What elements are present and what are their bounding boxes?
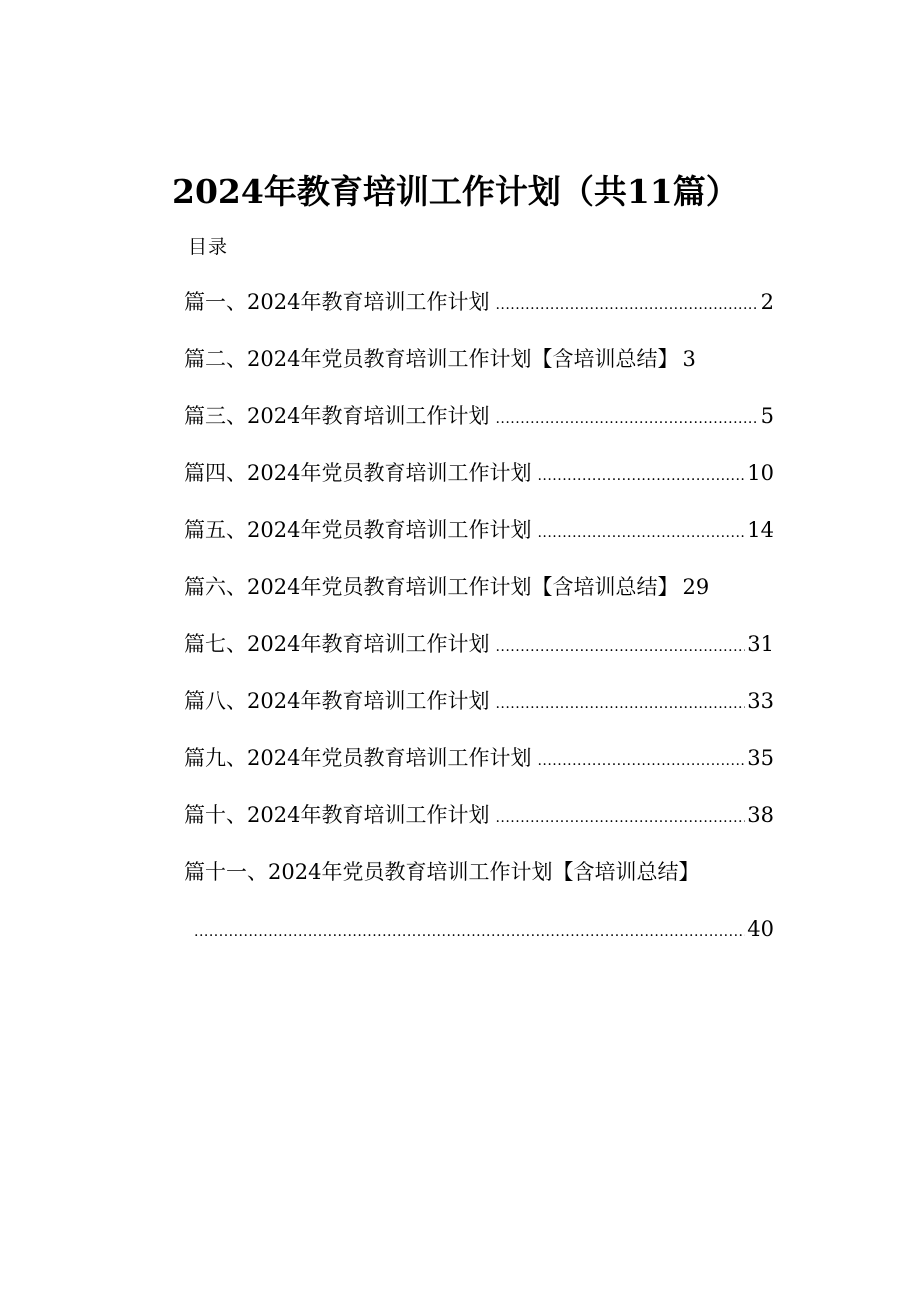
toc-entry-page: 35 bbox=[747, 746, 774, 770]
toc-entry[interactable] bbox=[184, 797, 774, 854]
toc-entry-label: 篇十一、2024年党员教育培训工作计划【含培训总结】 bbox=[184, 860, 700, 884]
toc-entry-page: 3 bbox=[682, 347, 696, 371]
toc-entry[interactable] bbox=[184, 683, 774, 740]
toc-entry[interactable] bbox=[184, 284, 774, 341]
toc-entry-label: 篇一、2024年教育培训工作计划 bbox=[184, 290, 490, 314]
toc-entry-page: 38 bbox=[747, 803, 774, 827]
toc-entry[interactable] bbox=[184, 569, 774, 626]
toc-entry-page: 14 bbox=[747, 518, 774, 542]
toc-entry[interactable] bbox=[184, 740, 774, 797]
toc-entry-label: 篇六、2024年党员教育培训工作计划【含培训总结】 bbox=[184, 575, 679, 599]
toc-dot-leader bbox=[495, 287, 758, 323]
toc-entry-page: 10 bbox=[747, 461, 774, 485]
table-of-contents bbox=[184, 284, 774, 968]
toc-entry-page: 2 bbox=[760, 290, 774, 314]
toc-entry-label: 篇七、2024年教育培训工作计划 bbox=[184, 632, 490, 656]
toc-dot-leader bbox=[537, 458, 745, 494]
toc-entry-label: 篇八、2024年教育培训工作计划 bbox=[184, 689, 490, 713]
toc-entry[interactable] bbox=[184, 854, 774, 968]
toc-entry-label: 篇十、2024年教育培训工作计划 bbox=[184, 803, 490, 827]
toc-entry-page: 33 bbox=[747, 689, 774, 713]
toc-entry-page: 40 bbox=[747, 917, 774, 941]
toc-entry[interactable] bbox=[184, 455, 774, 512]
toc-entry-label: 篇四、2024年党员教育培训工作计划 bbox=[184, 461, 532, 485]
toc-dot-leader bbox=[537, 743, 745, 779]
toc-heading: 目录 bbox=[188, 236, 229, 258]
toc-entry[interactable] bbox=[184, 341, 774, 398]
toc-dot-leader bbox=[537, 515, 745, 551]
toc-entry-page: 5 bbox=[760, 404, 774, 428]
toc-entry-label: 篇五、2024年党员教育培训工作计划 bbox=[184, 518, 532, 542]
toc-entry[interactable] bbox=[184, 626, 774, 683]
toc-entry-label: 篇二、2024年党员教育培训工作计划【含培训总结】 bbox=[184, 347, 679, 371]
toc-entry-page: 29 bbox=[682, 575, 710, 599]
toc-entry-label: 篇三、2024年教育培训工作计划 bbox=[184, 404, 490, 428]
toc-dot-leader bbox=[194, 914, 745, 950]
toc-dot-leader bbox=[495, 401, 758, 437]
toc-entry[interactable] bbox=[184, 398, 774, 455]
toc-dot-leader bbox=[495, 629, 745, 665]
toc-entry-continuation bbox=[184, 911, 774, 968]
toc-dot-leader bbox=[495, 800, 745, 836]
toc-entry-label: 篇九、2024年党员教育培训工作计划 bbox=[184, 746, 532, 770]
document-title: 2024年教育培训工作计划（共11篇） bbox=[172, 172, 739, 212]
toc-entry[interactable] bbox=[184, 512, 774, 569]
toc-entry-page: 31 bbox=[747, 632, 774, 656]
toc-dot-leader bbox=[495, 686, 745, 722]
